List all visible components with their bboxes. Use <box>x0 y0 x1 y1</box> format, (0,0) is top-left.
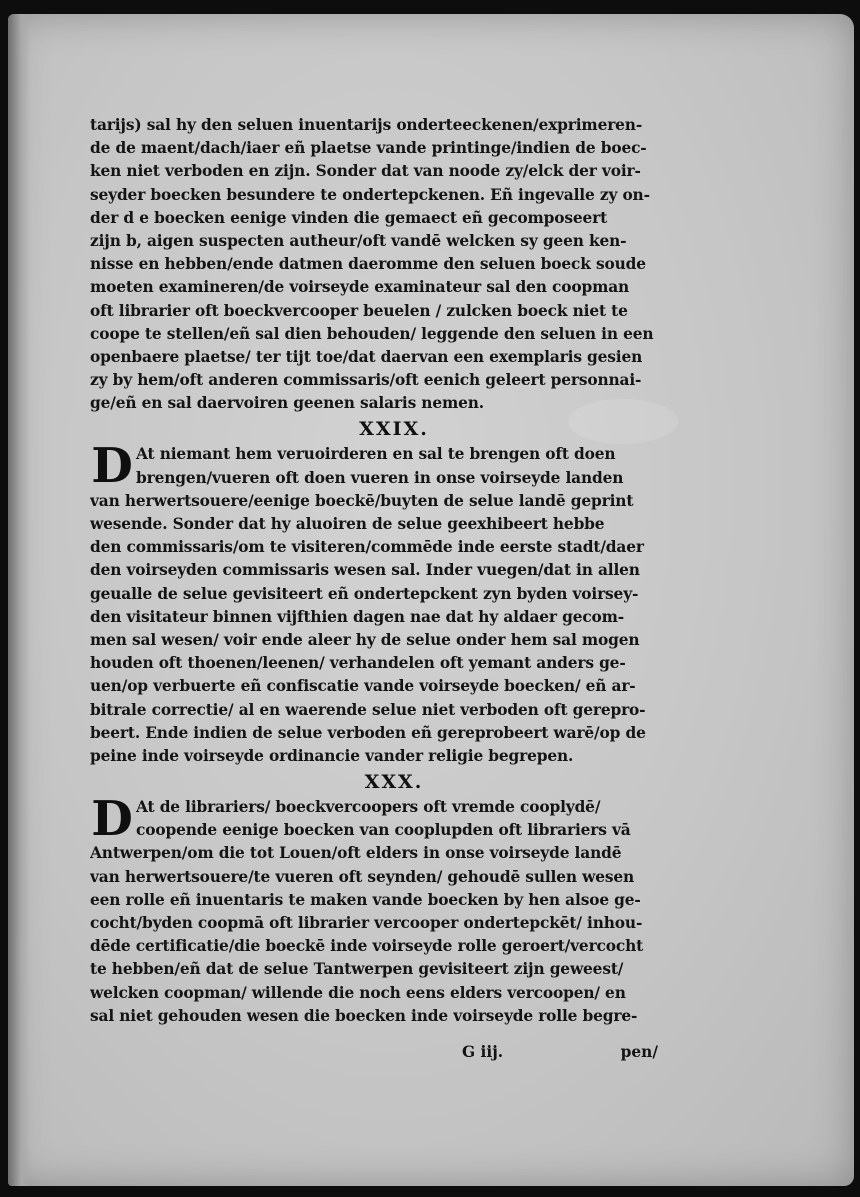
text-line: welcken coopman/ willende die noch eens elders vercoopen/ en <box>90 983 626 1002</box>
text-line: zijn b, aigen suspecten autheur/oft vandē welcken sy geen ken- <box>90 231 627 250</box>
text-line: de de maent/dach/iaer eñ plaetse vande printinge/indien de boec- <box>90 139 647 158</box>
text-line: moeten examineren/de voirseyde examinateur sal den coopman <box>90 278 630 297</box>
paragraph-continuation <box>90 114 668 415</box>
text-line: te hebben/eñ dat de selue Tantwerpen gevisiteert zijn geweest/ <box>90 960 624 979</box>
text-line: bitrale correctie/ al en waerende selue niet verboden oft gerepro- <box>90 700 646 719</box>
text-line: geualle de selue gevisiteert eñ ondertepckent zyn byden voirsey- <box>90 584 639 603</box>
text-line: coope te stellen/eñ sal dien behouden/ leggende den seluen in een <box>90 324 654 343</box>
paragraph-xxx <box>90 791 668 1028</box>
text-line: coopende eenige boecken van cooplupden oft librariers vā <box>136 821 631 840</box>
decorated-initial: D <box>91 791 133 848</box>
text-line: ge/eñ en sal daervoiren geenen salaris nemen. <box>90 394 485 413</box>
page-gutter-shadow <box>8 14 30 1186</box>
text-line: wesende. Sonder dat hy aluoiren de selue geexhibeert hebbe <box>90 515 605 533</box>
text-line: den voirseyden commissaris wesen sal. Inder vuegen/dat in allen <box>90 561 640 580</box>
text-line: tarijs) sal hy den seluen inuentarijs onderteeckenen/exprimeren- <box>90 116 643 134</box>
text-block <box>90 114 668 1028</box>
text-line: sal niet gehouden wesen die boecken inde voirseyde rolle begre- <box>90 1006 638 1025</box>
text-line: dēde certificatie/die boeckē inde voirseyde rolle geroert/vercocht <box>90 937 644 956</box>
text-line: oft librarier oft boeckvercooper beuelen / zulcken boeck niet te <box>90 301 628 320</box>
text-line: uen/op verbuerte eñ confiscatie vande voirseyde boecken/ eñ ar- <box>90 677 636 696</box>
text-line: ken niet verboden en zijn. Sonder dat van noode zy/elck der voir- <box>90 162 641 181</box>
text-line: houden oft thoenen/leenen/ verhandelen oft yemant anders ge- <box>90 654 626 673</box>
text-line: een rolle eñ inuentaris te maken vande boecken by hen alsoe ge- <box>90 890 641 909</box>
text-line: brengen/vueren oft doen vueren in onse voirseyde landen <box>136 468 624 487</box>
text-line: openbaere plaetse/ ter tijt toe/dat daervan een exemplaris gesien <box>90 347 643 366</box>
book-page <box>8 14 854 1186</box>
text-line: cocht/byden coopmā oft librarier vercooper ondertepckēt/ inhou- <box>90 914 643 932</box>
text-line: Antwerpen/om die tot Louen/oft elders in onse voirseyde landē <box>90 844 622 863</box>
text-line: der d e boecken eenige vinden die gemaect eñ gecomposeert <box>90 208 608 227</box>
text-line: beert. Ende indien de selue verboden eñ gereprobeert warē/op de <box>90 723 646 742</box>
text-line: peine inde voirseyde ordinancie vander religie begrepen. <box>90 746 574 765</box>
decorated-initial: D <box>91 438 133 495</box>
text-line: van herwertsouere/te vueren oft seynden/ gehoudē sullen wesen <box>90 867 635 886</box>
section-heading-xxix: XXIX. <box>359 418 429 441</box>
text-line: At niemant hem veruoirderen en sal te brengen oft doen <box>136 445 616 464</box>
page-footer <box>90 1040 668 1064</box>
catchword: pen/ <box>620 1043 658 1061</box>
paragraph-xxix <box>90 438 668 768</box>
text-line: At de librariers/ boeckvercoopers oft vremde cooplydē/ <box>136 798 601 817</box>
section-heading-xxx: XXX. <box>364 771 424 794</box>
text-line: den commissaris/om te visiteren/commēde inde eerste stadt/daer <box>90 538 644 557</box>
text-line: van herwertsouere/eenige boeckē/buyten de selue landē geprint <box>90 491 634 510</box>
text-line: seyder boecken besundere te ondertepckenen. Eñ ingevalle zy on- <box>90 185 650 204</box>
text-line: zy by hem/oft anderen commissaris/oft eenich geleert personnai- <box>90 371 642 390</box>
signature-mark: G iij. <box>462 1043 504 1061</box>
text-line: men sal wesen/ voir ende aleer hy de selue onder hem sal mogen <box>90 630 640 649</box>
text-line: den visitateur binnen vijfthien dagen nae dat hy aldaer gecom- <box>90 607 625 626</box>
text-line: nisse en hebben/ende datmen daeromme den seluen boeck soude <box>90 255 646 274</box>
